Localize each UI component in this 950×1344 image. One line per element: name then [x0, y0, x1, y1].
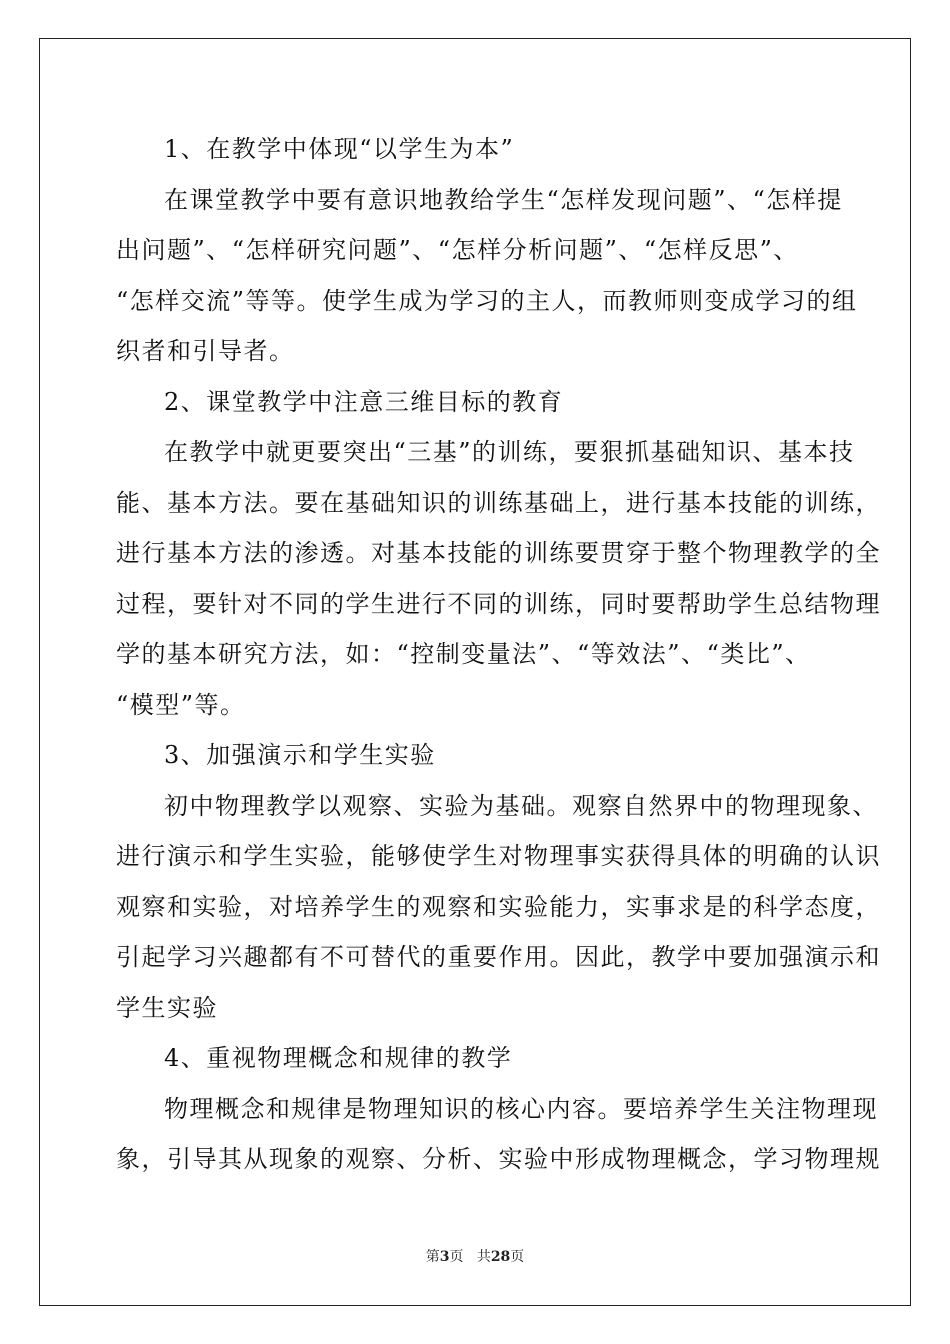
paragraph-line: 象，引导其从现象的观察、分析、实验中形成物理概念，学习物理规: [116, 1145, 881, 1173]
paragraph-line: “模型”等。: [116, 690, 246, 719]
footer-total-pages: 28: [490, 1249, 511, 1265]
paragraph-line: 在课堂教学中要有意识地教给学生“怎样发现问题”、“怎样提: [164, 185, 843, 214]
paragraph-line: 织者和引导者。: [116, 337, 295, 365]
footer-page-suffix: 页: [449, 1249, 464, 1265]
footer-page-number: 3: [439, 1249, 450, 1265]
paragraph-line: 出问题”、“怎样研究问题”、“怎样分析问题”、“怎样反思”、: [116, 236, 799, 264]
paragraph-line: 初中物理教学以观察、实验为基础。观察自然界中的物理现象、: [164, 791, 878, 820]
footer-total-suffix: 页: [510, 1249, 525, 1265]
paragraph-line: 观察和实验，对培养学生的观察和实验能力，实事求是的科学态度，: [116, 892, 881, 921]
paragraph-line: “怎样交流”等等。使学生成为学习的主人，而教师则变成学习的组: [116, 286, 858, 315]
paragraph-line: 物理概念和规律是物理知识的核心内容。要培养学生关注物理现: [164, 1094, 878, 1123]
paragraph-line: 引起学习兴趣都有不可替代的重要作用。因此，教学中要加强演示和: [116, 943, 881, 971]
paragraph-line: 进行演示和学生实验，能够使学生对物理事实获得具体的明确的认识: [116, 842, 881, 870]
heading-2: 2、课堂教学中注意三维目标的教育: [164, 387, 564, 416]
paragraph-line: 能、基本方法。要在基础知识的训练基础上，进行基本技能的训练，: [116, 488, 881, 517]
paragraph-line: 在教学中就更要突出“三基”的训练，要狠抓基础知识、基本技: [164, 438, 855, 466]
paragraph-line: 过程，要针对不同的学生进行不同的训练，同时要帮助学生总结物理: [116, 589, 881, 618]
page-footer: [0, 1246, 950, 1266]
paragraph-line: 进行基本方法的渗透。对基本技能的训练要贯穿于整个物理教学的全: [116, 539, 881, 567]
paragraph-line: 学生实验: [116, 993, 218, 1022]
footer-prefix: 第: [425, 1249, 440, 1265]
paragraph-line: 学的基本研究方法，如：“控制变量法”、“等效法”、“类比”、: [116, 640, 811, 668]
heading-1: 1、在教学中体现“以学生为本”: [164, 135, 515, 163]
document-body: [116, 124, 881, 1185]
heading-4: 4、重视物理概念和规律的教学: [164, 1044, 513, 1072]
heading-3: 3、加强演示和学生实验: [164, 741, 436, 769]
footer-total-prefix: 共: [476, 1249, 491, 1265]
